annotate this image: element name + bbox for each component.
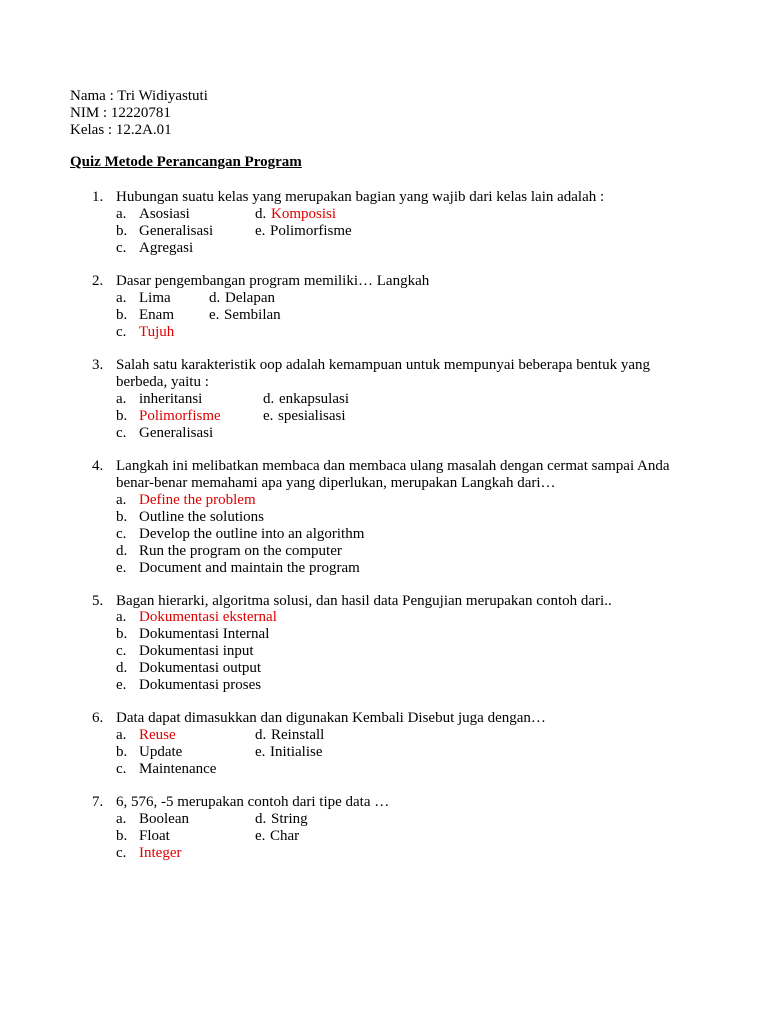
question-number: 4. bbox=[92, 458, 104, 474]
question-text: 6, 576, -5 merupakan contoh dari tipe data … bbox=[116, 794, 390, 810]
question-text: Bagan hierarki, algoritma solusi, dan hasil data Pengujian merupakan contoh dari.. bbox=[116, 593, 612, 609]
quiz-title: Quiz Metode Perancangan Program bbox=[70, 154, 302, 170]
question-text-line-1: Salah satu karakteristik oop adalah kemampuan untuk mempunyai beberapa bentuk yang bbox=[116, 357, 651, 373]
document-page: Nama : Tri Widiyastuti NIM : 12220781 Kelas : 12.2A.01 Quiz Metode Perancangan Program 1. Hubungan suatu kelas yang merupakan bagian yang wajib dari kelas lain adalah : a. Asosiasi b. Generalisasi c. Agregasi d. Komposisi e. Polimorfisme 2. Dasar pengembangan program memiliki… Langkah a. Lima b. Enam c. Tujuh d. Delapan e. Sembilan 3. Salah satu karakteristik oop adalah kemampuan untuk mempunyai beberapa bentuk yang berbeda, yaitu : a. inheritansi b. Polimorfisme c. Generalisasi d. enkapsulasi e. spesialisasi 4. Langkah ini melibatkan membaca dan membaca ulang masalah dengan cermat sampai Anda benar-benar memahami apa yang diperlukan, merupakan Langkah dari… a. Define the problem b. Outline the solutions c. Develop the outline into an algorithm d. Run the program on the computer e. Document and maintain the program 5. Bagan hierarki, algoritma solusi, dan hasil data Pengujian merupakan contoh dari.. a. Dokumentasi eksternal b. Dokumentasi Internal c. Dokumentasi input d. Dokumentasi output e. Dokumentasi proses 6. Data dapat dimasukkan dan digunakan Kembali Disebut juga dengan… a. Reuse b. Update c. Maintenance d. Reinstall e. Initialise 7. 6, 576, -5 merupakan contoh dari tipe data … a. Boolean b. Float c. Integer d. String e. Char bbox=[0, 0, 768, 1024]
question-number: 2. bbox=[92, 273, 104, 289]
question-number: 7. bbox=[92, 794, 104, 810]
question-text-line-2: benar-benar memahami apa yang diperlukan, merupakan Langkah dari… bbox=[116, 475, 556, 491]
question-text: Hubungan suatu kelas yang merupakan bagian yang wajib dari kelas lain adalah : bbox=[116, 189, 605, 205]
question-number: 1. bbox=[92, 189, 104, 205]
question-number: 3. bbox=[92, 357, 104, 373]
student-name: Nama : Tri Widiyastuti bbox=[70, 88, 208, 104]
question-text-line-2: berbeda, yaitu : bbox=[116, 374, 209, 390]
question-number: 6. bbox=[92, 710, 104, 726]
question-text: Dasar pengembangan program memiliki… Langkah bbox=[116, 273, 430, 289]
student-class: Kelas : 12.2A.01 bbox=[70, 122, 172, 138]
student-nim: NIM : 12220781 bbox=[70, 105, 171, 121]
question-text-line-1: Langkah ini melibatkan membaca dan membaca ulang masalah dengan cermat sampai Anda bbox=[116, 458, 670, 474]
question-number: 5. bbox=[92, 593, 104, 609]
question-text: Data dapat dimasukkan dan digunakan Kembali Disebut juga dengan… bbox=[116, 710, 546, 726]
